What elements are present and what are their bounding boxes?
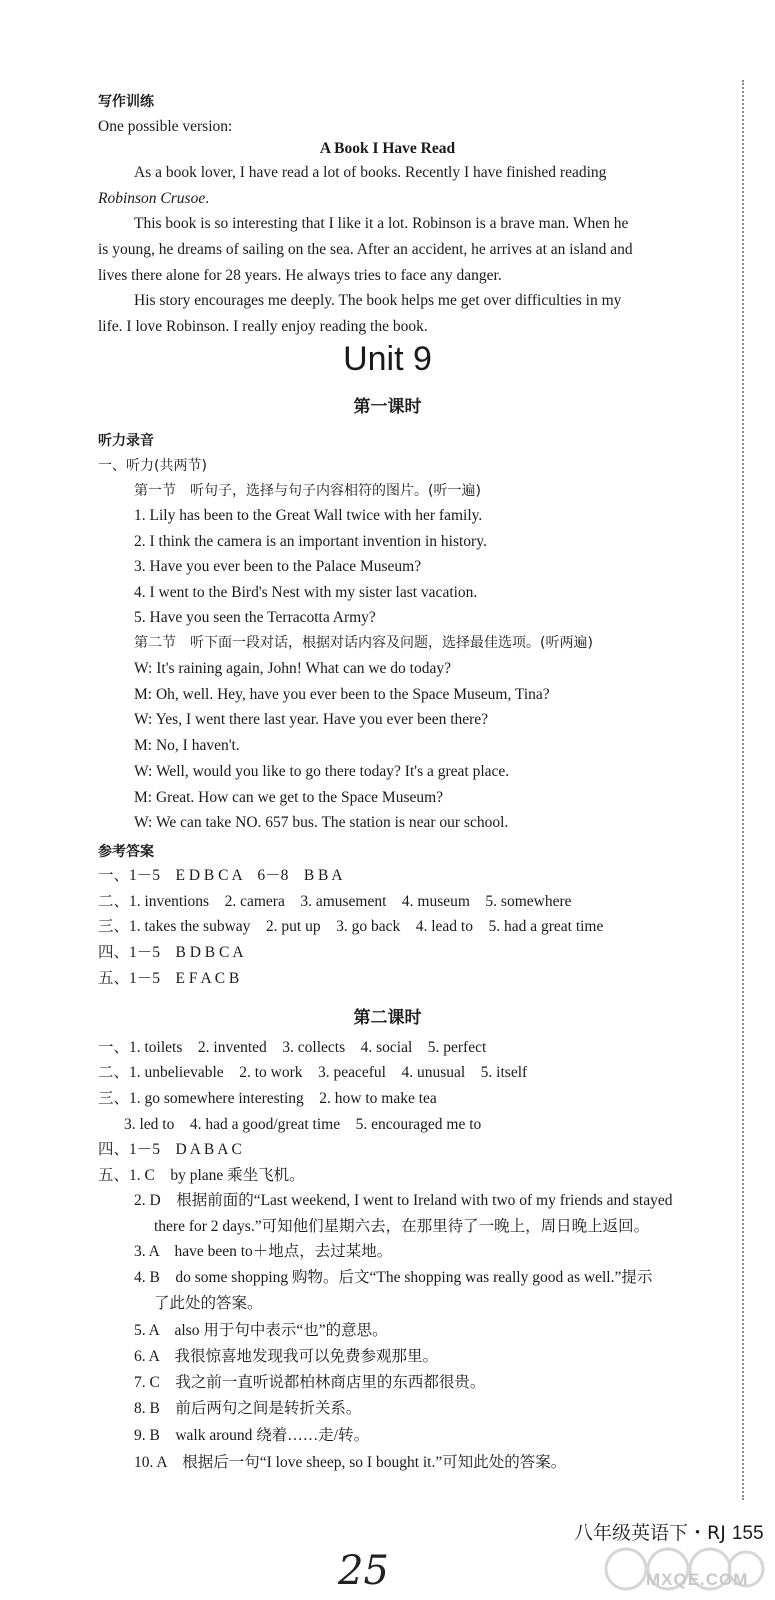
dialog-line: W: Well, would you like to go there today? It's a great place.: [134, 763, 510, 780]
dialog-line: W: We can take NO. 657 bus. The station is near our school.: [134, 814, 509, 831]
essay-line: As a book lover, I have read a lot of books. Recently I have finished reading: [134, 164, 607, 181]
dialog-line: M: Great. How can we get to the Space Museum?: [134, 789, 444, 806]
essay-line: lives there alone for 28 years. He always tries to face any danger.: [98, 267, 502, 284]
listening-heading: 听力录音: [98, 433, 154, 449]
essay-title: A Book I Have Read: [319, 140, 456, 157]
answer-line: 二、1. unbelievable 2. to work 3. peaceful 4. unusual 5. itself: [98, 1064, 528, 1081]
answer-line: 二、1. inventions 2. camera 3. amusement 4. museum 5. somewhere: [98, 893, 572, 910]
answer-line: 3. A have been to＋地点，去过某地。: [134, 1243, 393, 1260]
version-label: One possible version:: [98, 118, 233, 135]
answer-line: 5. A also 用于句中表示“也”的意思。: [134, 1322, 388, 1339]
essay-line: life. I love Robinson. I really enjoy reading the book.: [98, 318, 428, 335]
watermark-text: MXQE.COM: [646, 1570, 749, 1589]
answer-line: 4. B do some shopping 购物。后文“The shopping was really good as well.”提示: [134, 1269, 653, 1286]
section2-heading: 第二节 听下面一段对话，根据对话内容及问题，选择最佳选项。(听两遍): [134, 635, 593, 651]
answers-heading: 参考答案: [98, 844, 154, 860]
answer-line: 10. A 根据后一句“I love sheep, so I bought it.”可知此处的答案。: [134, 1454, 567, 1471]
essay-line: His story encourages me deeply. The book helps me get over difficulties in my: [134, 292, 622, 309]
answer-line: 一、1. toilets 2. invented 3. collects 4. social 5. perfect: [98, 1039, 487, 1056]
lesson1-title: 第一课时: [353, 397, 422, 417]
answer-line: 一、1－5 E D B C A 6－8 B B A: [98, 867, 343, 884]
essay-line: [98, 189, 209, 209]
sentence: 2. I think the camera is an important invention in history.: [134, 533, 487, 550]
answer-line: 四、1－5 D A B A C: [98, 1141, 242, 1158]
sentence: 1. Lily has been to the Great Wall twice with her family.: [134, 507, 483, 524]
unit-title: Unit 9: [343, 340, 432, 378]
essay-line: This book is so interesting that I like it a lot. Robinson is a brave man. When he: [134, 215, 629, 232]
answer-line: there for 2 days.”可知他们星期六去，在那里待了一晚上，周日晚上返回。: [154, 1218, 650, 1235]
period: .: [205, 190, 210, 207]
answer-line: 五、1. C by plane 乘坐飞机。: [98, 1167, 305, 1184]
sentence: 3. Have you ever been to the Palace Museum?: [134, 558, 422, 575]
writing-heading: 写作训练: [98, 94, 154, 110]
answer-line: 6. A 我很惊喜地发现我可以免费参观那里。: [134, 1348, 438, 1365]
sentence: 4. I went to the Bird's Nest with my sister last vacation.: [134, 584, 478, 601]
answer-line: 五、1－5 E F A C B: [98, 970, 240, 987]
answer-line: 了此处的答案。: [154, 1295, 263, 1312]
binding-dotted-line: [742, 80, 744, 1500]
answer-line: 三、1. go somewhere interesting 2. how to make tea: [98, 1090, 437, 1107]
essay-line: is young, he dreams of sailing on the sea. After an accident, he arrives at an island and: [98, 241, 633, 258]
answer-line: 8. B 前后两句之间是转折关系。: [134, 1400, 362, 1417]
dialog-line: W: Yes, I went there last year. Have you ever been there?: [134, 711, 489, 728]
page-footer: [574, 1518, 764, 1545]
answer-line: 3. led to 4. had a good/great time 5. encouraged me to: [124, 1116, 482, 1133]
lesson2-title: 第二课时: [353, 1008, 422, 1028]
sentence: 5. Have you seen the Terracotta Army?: [134, 609, 376, 626]
book-label: 八年级英语下・RJ: [574, 1522, 726, 1544]
dialog-line: M: Oh, well. Hey, have you ever been to the Space Museum, Tina?: [134, 686, 550, 703]
answer-line: 9. B walk around 绕着……走/转。: [134, 1427, 370, 1444]
dialog-line: M: No, I haven't.: [134, 737, 240, 754]
book-title: Robinson Crusoe: [98, 190, 206, 207]
answer-line: 7. C 我之前一直听说都柏林商店里的东西都很贵。: [134, 1374, 486, 1391]
dialog-line: W: It's raining again, John! What can we do today?: [134, 660, 452, 677]
answer-line: 2. D 根据前面的“Last weekend, I went to Ireland with two of my friends and stayed: [134, 1192, 673, 1209]
section1-heading: 第一节 听句子，选择与句子内容相符的图片。(听一遍): [134, 483, 481, 499]
part-heading: 一、听力(共两节): [98, 458, 207, 474]
handwritten-number: 25: [338, 1548, 389, 1594]
page-number: 155: [731, 1523, 764, 1544]
answer-line: 四、1－5 B D B C A: [98, 944, 244, 961]
answer-line: 三、1. takes the subway 2. put up 3. go back 4. lead to 5. had a great time: [98, 918, 604, 935]
